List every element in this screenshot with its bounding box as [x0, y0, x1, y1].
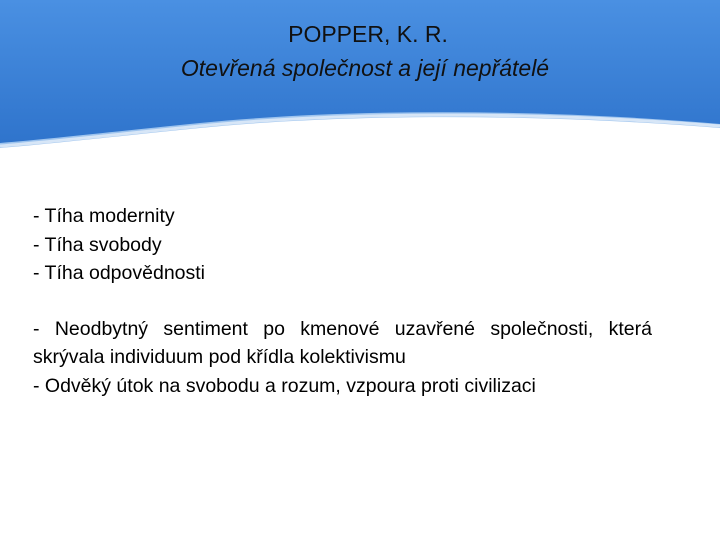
paragraph: - Odvěký útok na svobodu a rozum, vzpoura proti civilizaci	[33, 374, 536, 397]
author-title: POPPER, K. R.	[288, 21, 448, 47]
themes-list	[33, 202, 652, 288]
list-item: - Tíha odpovědnosti	[33, 262, 206, 284]
book-title: Otevřená společnost a její nepřátelé	[180, 55, 550, 81]
paragraph: - Neodbytný sentiment po kmenové uzavřené společnosti, která skrývala individuum pod křídla kolektivismu	[33, 317, 652, 368]
title-block	[0, 18, 720, 84]
list-item: - Tíha svobody	[33, 233, 162, 256]
paragraph-list	[33, 315, 652, 401]
slide-content	[33, 202, 652, 400]
list-item: - Tíha modernity	[33, 205, 175, 227]
